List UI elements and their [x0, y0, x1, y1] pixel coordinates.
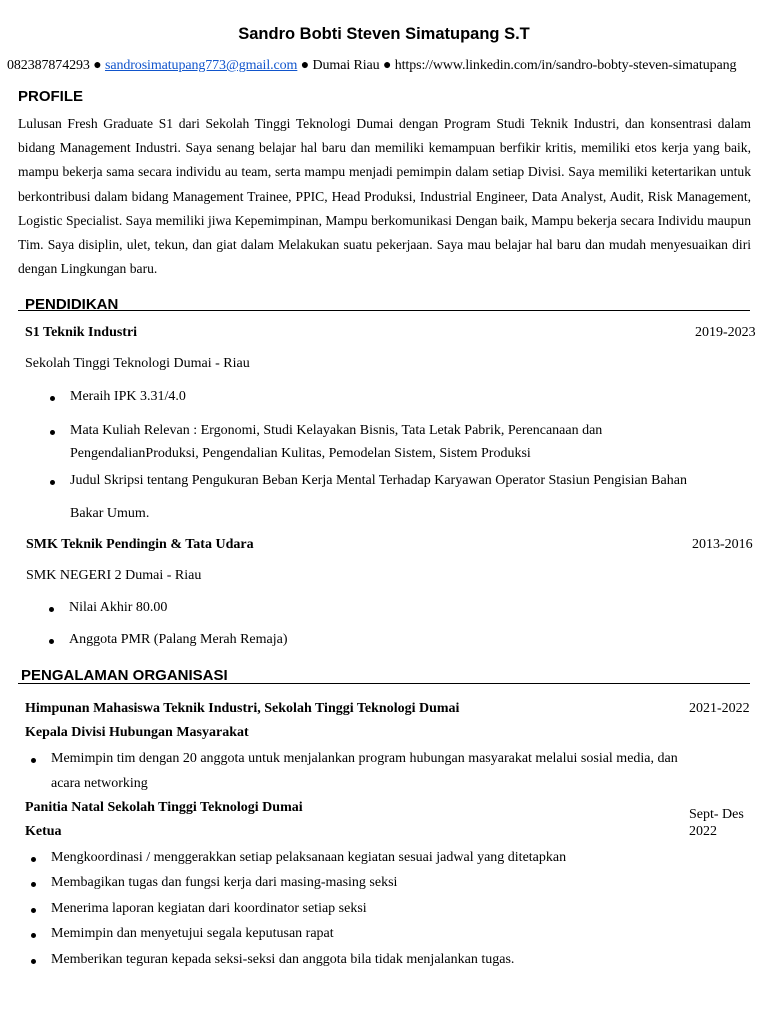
linkedin-url: https://www.linkedin.com/in/sandro-bobty-steven-simatupang [394, 58, 737, 73]
smk-bullet-pmr: Anggota PMR (Palang Merah Remaja) [69, 632, 288, 647]
phone-number: 082387874293 [7, 58, 90, 73]
resume-name: Sandro Bobti Steven Simatupang S.T [238, 25, 530, 43]
natal-bullet-3: Menerima laporan kegiatan dari koordinator setiap seksi [51, 901, 367, 916]
natal-years-year: 2022 [689, 824, 717, 839]
smk-school: SMK NEGERI 2 Dumai - Riau [26, 568, 202, 583]
s1-bullet-ipk: Meraih IPK 3.31/4.0 [70, 389, 186, 404]
himpunan-bullet-continued: acara networking [51, 776, 148, 791]
natal-org: Panitia Natal Sekolah Tinggi Teknologi Dumai [25, 800, 303, 815]
section-divider [18, 310, 750, 311]
s1-bullet-thesis: Judul Skripsi tentang Pengukuran Beban Kerja Mental Terhadap Karyawan Operator Stasiun Pengisian Bahan [70, 473, 687, 488]
s1-bullet-courses: Mata Kuliah Relevan : Ergonomi, Studi Kelayakan Bisnis, Tata Letak Pabrik, Perencanaan dan [70, 423, 603, 438]
s1-courses-continued: PengendalianProduksi, Pengendalian Kulitas, Pemodelan Sistem, Sistem Produksi [70, 446, 531, 461]
natal-bullet-1: Mengkoordinasi / menggerakkan setiap pelaksanaan kegiatan sesuai jadwal yang ditetapkan [51, 850, 567, 865]
s1-years: 2019-2023 [695, 325, 756, 340]
email-link[interactable]: sandrosimatupang773@gmail.com [104, 58, 298, 73]
smk-years: 2013-2016 [692, 537, 753, 552]
profile-paragraph: Lulusan Fresh Graduate S1 dari Sekolah Tinggi Teknologi Dumai dengan Program Studi Teknik Industri, dan konsentrasi dalam bidang Management Industri. Saya senang belajar hal baru dan memiliki kemampuan berfikir kritis, memiliki etos kerja yang baik, mampu bekerja sama secara individu au team, serta mampu menjadi pemimpin dalam setiap Divisi. Saya memiliki ketertarikan untuk berkontribusi dalam bidang Management Trainee, PPIC, Head Produksi, Industrial Engineer, Data Analyst, Audit, Risk Management, Logistic Specialist. Saya memiliki jiwa Kepemimpinan, Mampu berkomunikasi Dengan baik, Mampu bekerja secara Individu maupun Tim. Saya disiplin, ulet, tekun, dan giat dalam Melakukan suatu pekerjaan. Saya mau belajar hal baru dan mudah menyesuaikan diri dengan Lingkungan baru. [18, 116, 751, 277]
smk-degree: SMK Teknik Pendingin & Tata Udara [26, 537, 254, 552]
location: Dumai Riau [312, 58, 380, 73]
natal-role: Ketua [25, 824, 62, 839]
education-heading: PENDIDIKAN [25, 296, 119, 313]
separator-dot: ● [93, 58, 102, 73]
himpunan-years: 2021-2022 [689, 701, 750, 716]
natal-bullet-2: Membagikan tugas dan fungsi kerja dari masing-masing seksi [51, 875, 398, 890]
profile-heading: PROFILE [18, 88, 84, 105]
contact-line [7, 58, 736, 74]
s1-degree: S1 Teknik Industri [25, 325, 138, 340]
s1-thesis-continued: Bakar Umum. [70, 506, 150, 521]
smk-bullet-score: Nilai Akhir 80.00 [69, 600, 168, 615]
separator-dot: ● [300, 58, 310, 73]
himpunan-org: Himpunan Mahasiswa Teknik Industri, Sekolah Tinggi Teknologi Dumai [25, 701, 460, 716]
natal-years: Sept- Des [689, 807, 744, 822]
natal-bullet-4: Memimpin dan menyetujui segala keputusan rapat [51, 926, 334, 941]
himpunan-role: Kepala Divisi Hubungan Masyarakat [25, 725, 249, 740]
organization-heading: PENGALAMAN ORGANISASI [21, 667, 228, 684]
natal-bullet-5: Memberikan teguran kepada seksi-seksi dan anggota bila tidak menjalankan tugas. [51, 952, 515, 967]
s1-school: Sekolah Tinggi Teknologi Dumai - Riau [25, 356, 250, 371]
himpunan-bullet: Memimpin tim dengan 20 anggota untuk menjalankan program hubungan masyarakat melalui sosial media, dan [51, 751, 678, 766]
section-divider [18, 683, 750, 684]
separator-dot: ● [382, 58, 392, 73]
